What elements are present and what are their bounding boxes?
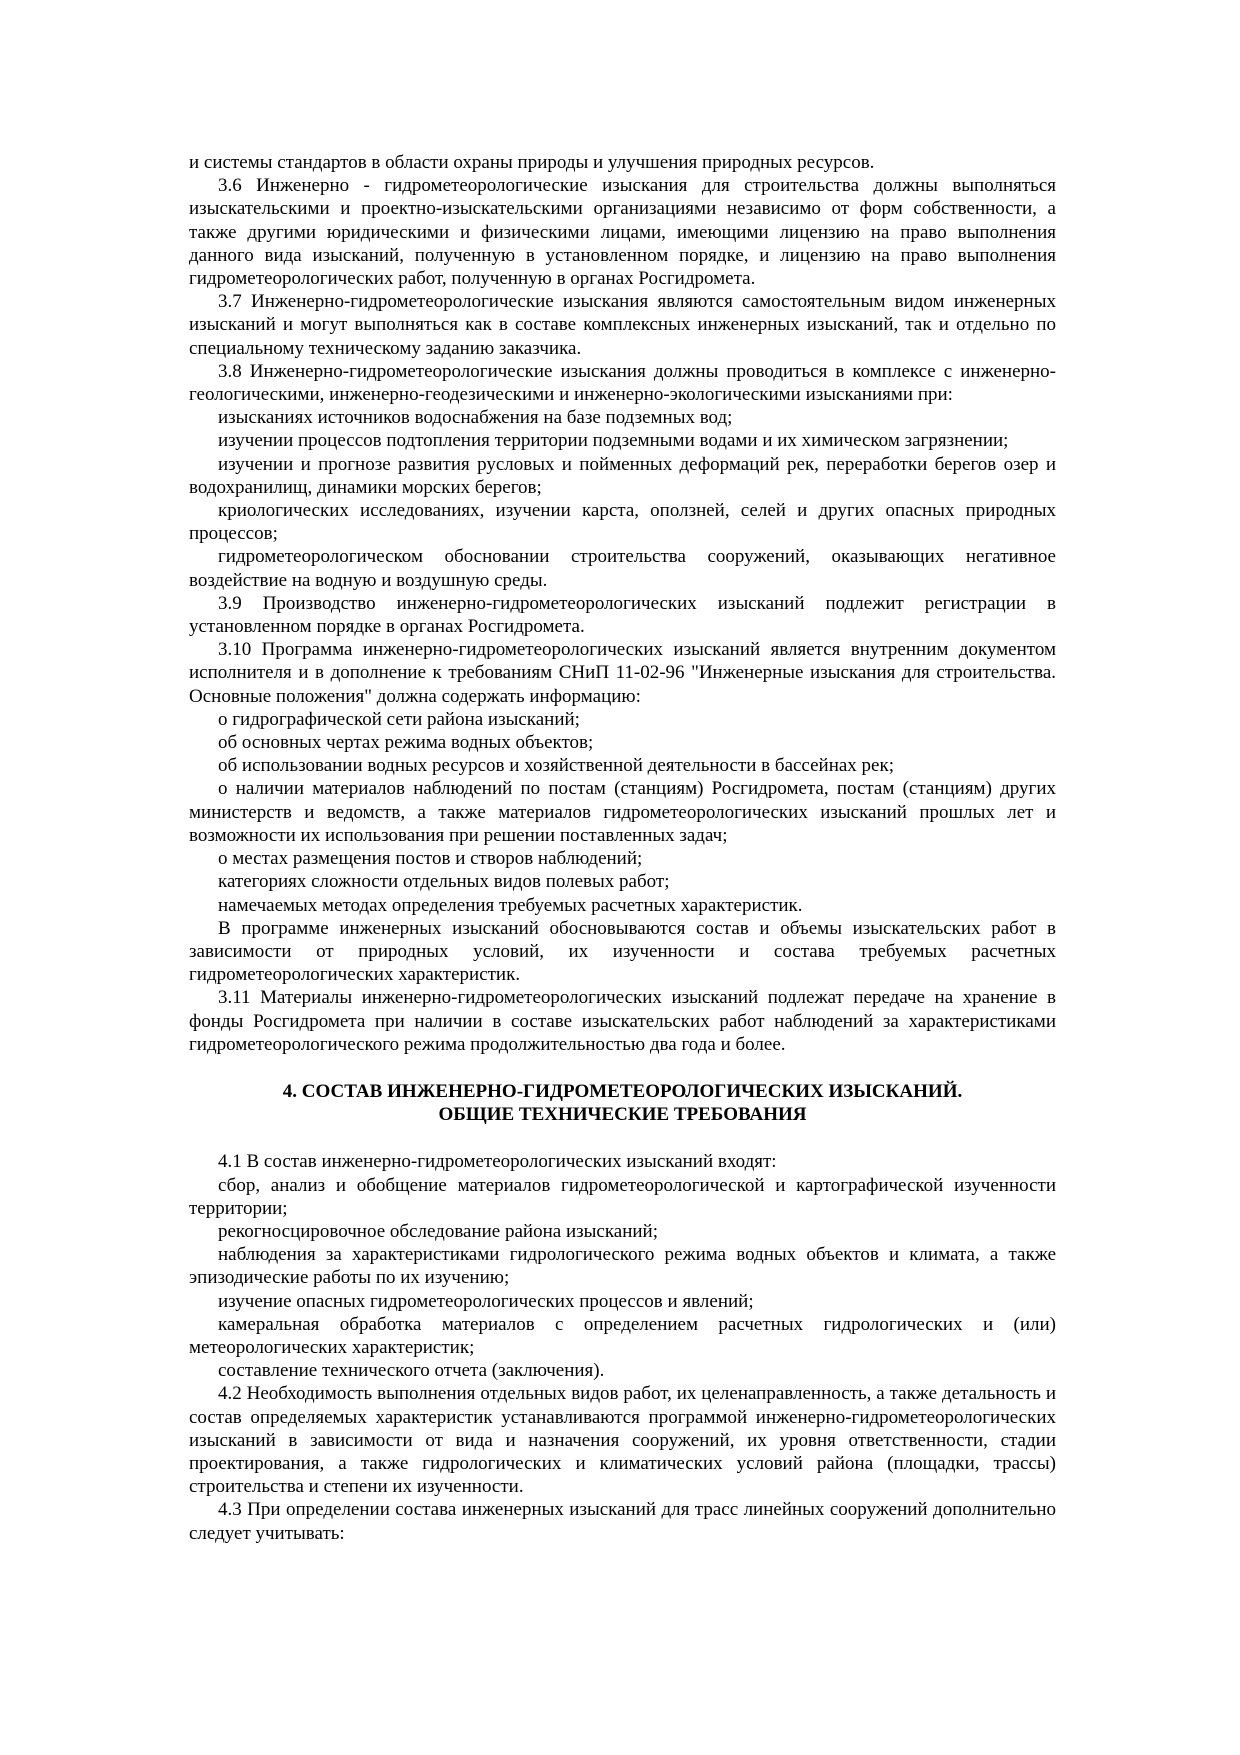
- list-item: наблюдения за характеристиками гидрологического режима водных объектов и климата, а также эпизодические работы по их изучению;: [189, 1244, 1056, 1289]
- section-heading: [189, 1080, 1056, 1126]
- list-item: о гидрографической сети района изысканий;: [218, 708, 580, 730]
- paragraph-4-1: 4.1 В состав инженерно-гидрометеорологических изысканий входят:: [218, 1151, 777, 1173]
- list-item: о наличии материалов наблюдений по постам (станциям) Росгидромета, постам (станциям) других министерств и ведомств, а также материалов гидрометеорологических изысканий прошлых лет и возможности их использования при решении поставленных задач;: [189, 778, 1056, 846]
- section-heading-line-1: 4. СОСТАВ ИНЖЕНЕРНО-ГИДРОМЕТЕОРОЛОГИЧЕСКИХ ИЗЫСКАНИЙ.: [282, 1080, 963, 1102]
- paragraph-4-2: 4.2 Необходимость выполнения отдельных видов работ, их целенаправленность, а также детальность и состав определяемых характеристик устанавливаются программой инженерно-гидрометеорологических изысканий в зависимости от вида и назначения сооружений, их уровня ответственности, стадии проектирования, а также гидрологических и климатических условий района (площадки, трассы) строительства и степени их изученности.: [189, 1383, 1056, 1498]
- paragraph: В программе инженерных изысканий обосновываются состав и объемы изыскательских работ в зависимости от природных условий, их изученности и состава требуемых расчетных гидрометеорологических характеристик.: [189, 917, 1056, 986]
- paragraph-3-11: 3.11 Материалы инженерно-гидрометеорологических изысканий подлежат передаче на хранение в фонды Росгидромета при наличии в составе изыскательских работ наблюдений за характеристиками гидрометеорологического режима продолжительностью два года и более.: [189, 987, 1056, 1055]
- paragraph-3-7: 3.7 Инженерно-гидрометеорологические изыскания являются самостоятельным видом инженерных изысканий и могут выполняться как в составе комплексных инженерных изысканий, так и отдельно по специальному техническому заданию заказчика.: [189, 291, 1056, 359]
- list-item: намечаемых методах определения требуемых расчетных характеристик.: [218, 894, 803, 916]
- list-item: изучение опасных гидрометеорологических процессов и явлений;: [218, 1290, 754, 1312]
- paragraph-3-9: 3.9 Производство инженерно-гидрометеорологических изысканий подлежит регистрации в установленном порядке в органах Росгидромета.: [189, 592, 1056, 638]
- document-page: [189, 151, 1056, 1545]
- list-item: камеральная обработка материалов с определением расчетных гидрологических и (или) метеорологических характеристик;: [189, 1313, 1056, 1358]
- list-item: об основных чертах режима водных объектов;: [218, 732, 594, 754]
- list-item: криологических исследованиях, изучении карста, оползней, селей и других опасных природных процессов;: [189, 500, 1056, 545]
- list-item: рекогносцировочное обследование района изысканий;: [218, 1220, 658, 1242]
- list-item: гидрометеорологическом обосновании строительства сооружений, оказывающих негативное воздействие на водную и воздушную среды.: [189, 546, 1056, 591]
- section-heading-line-2: ОБЩИЕ ТЕХНИЧЕСКИЕ ТРЕБОВАНИЯ: [438, 1104, 807, 1126]
- list-item: составление технического отчета (заключения).: [218, 1360, 605, 1382]
- paragraph-3-10: 3.10 Программа инженерно-гидрометеорологических изысканий является внутренним документом исполнителя и в дополнение к требованиям СНиП 11-02-96 "Инженерные изыскания для строительства. Основные положения" должна содержать информацию:: [189, 639, 1056, 707]
- list-item: изысканиях источников водоснабжения на базе подземных вод;: [218, 407, 733, 429]
- paragraph: и системы стандартов в области охраны природы и улучшения природных ресурсов.: [189, 152, 875, 173]
- paragraph-3-8: 3.8 Инженерно-гидрометеорологические изыскания должны проводиться в комплексе с инженерно-геологическими, инженерно-геодезическими и инженерно-экологическими изысканиями при:: [189, 360, 1056, 406]
- list-item: об использовании водных ресурсов и хозяйственной деятельности в бассейнах рек;: [218, 755, 894, 777]
- list-item: о местах размещения постов и створов наблюдений;: [218, 848, 643, 870]
- list-item: категориях сложности отдельных видов полевых работ;: [218, 871, 670, 893]
- paragraph-4-3: 4.3 При определении состава инженерных изысканий для трасс линейных сооружений дополнительно следует учитывать:: [189, 1499, 1056, 1544]
- list-item: изучении и прогнозе развития русловых и пойменных деформаций рек, переработки берегов озер и водохранилищ, динамики морских берегов;: [189, 453, 1056, 498]
- list-item: изучении процессов подтопления территории подземными водами и их химическом загрязнении;: [218, 430, 1009, 452]
- list-item: сбор, анализ и обобщение материалов гидрометеорологической и картографической изученности территории;: [189, 1174, 1056, 1219]
- paragraph-3-6: 3.6 Инженерно - гидрометеорологические изыскания для строительства должны выполняться изыскательскими и проектно-изыскательскими организациями независимо от форм собственности, а также другими юридическими и физическими лицами, имеющими лицензию на право выполнения данного вида изысканий, полученную в установленном порядке, и лицензию на право выполнения гидрометеорологических работ, полученную в органах Росгидромета.: [189, 175, 1056, 290]
